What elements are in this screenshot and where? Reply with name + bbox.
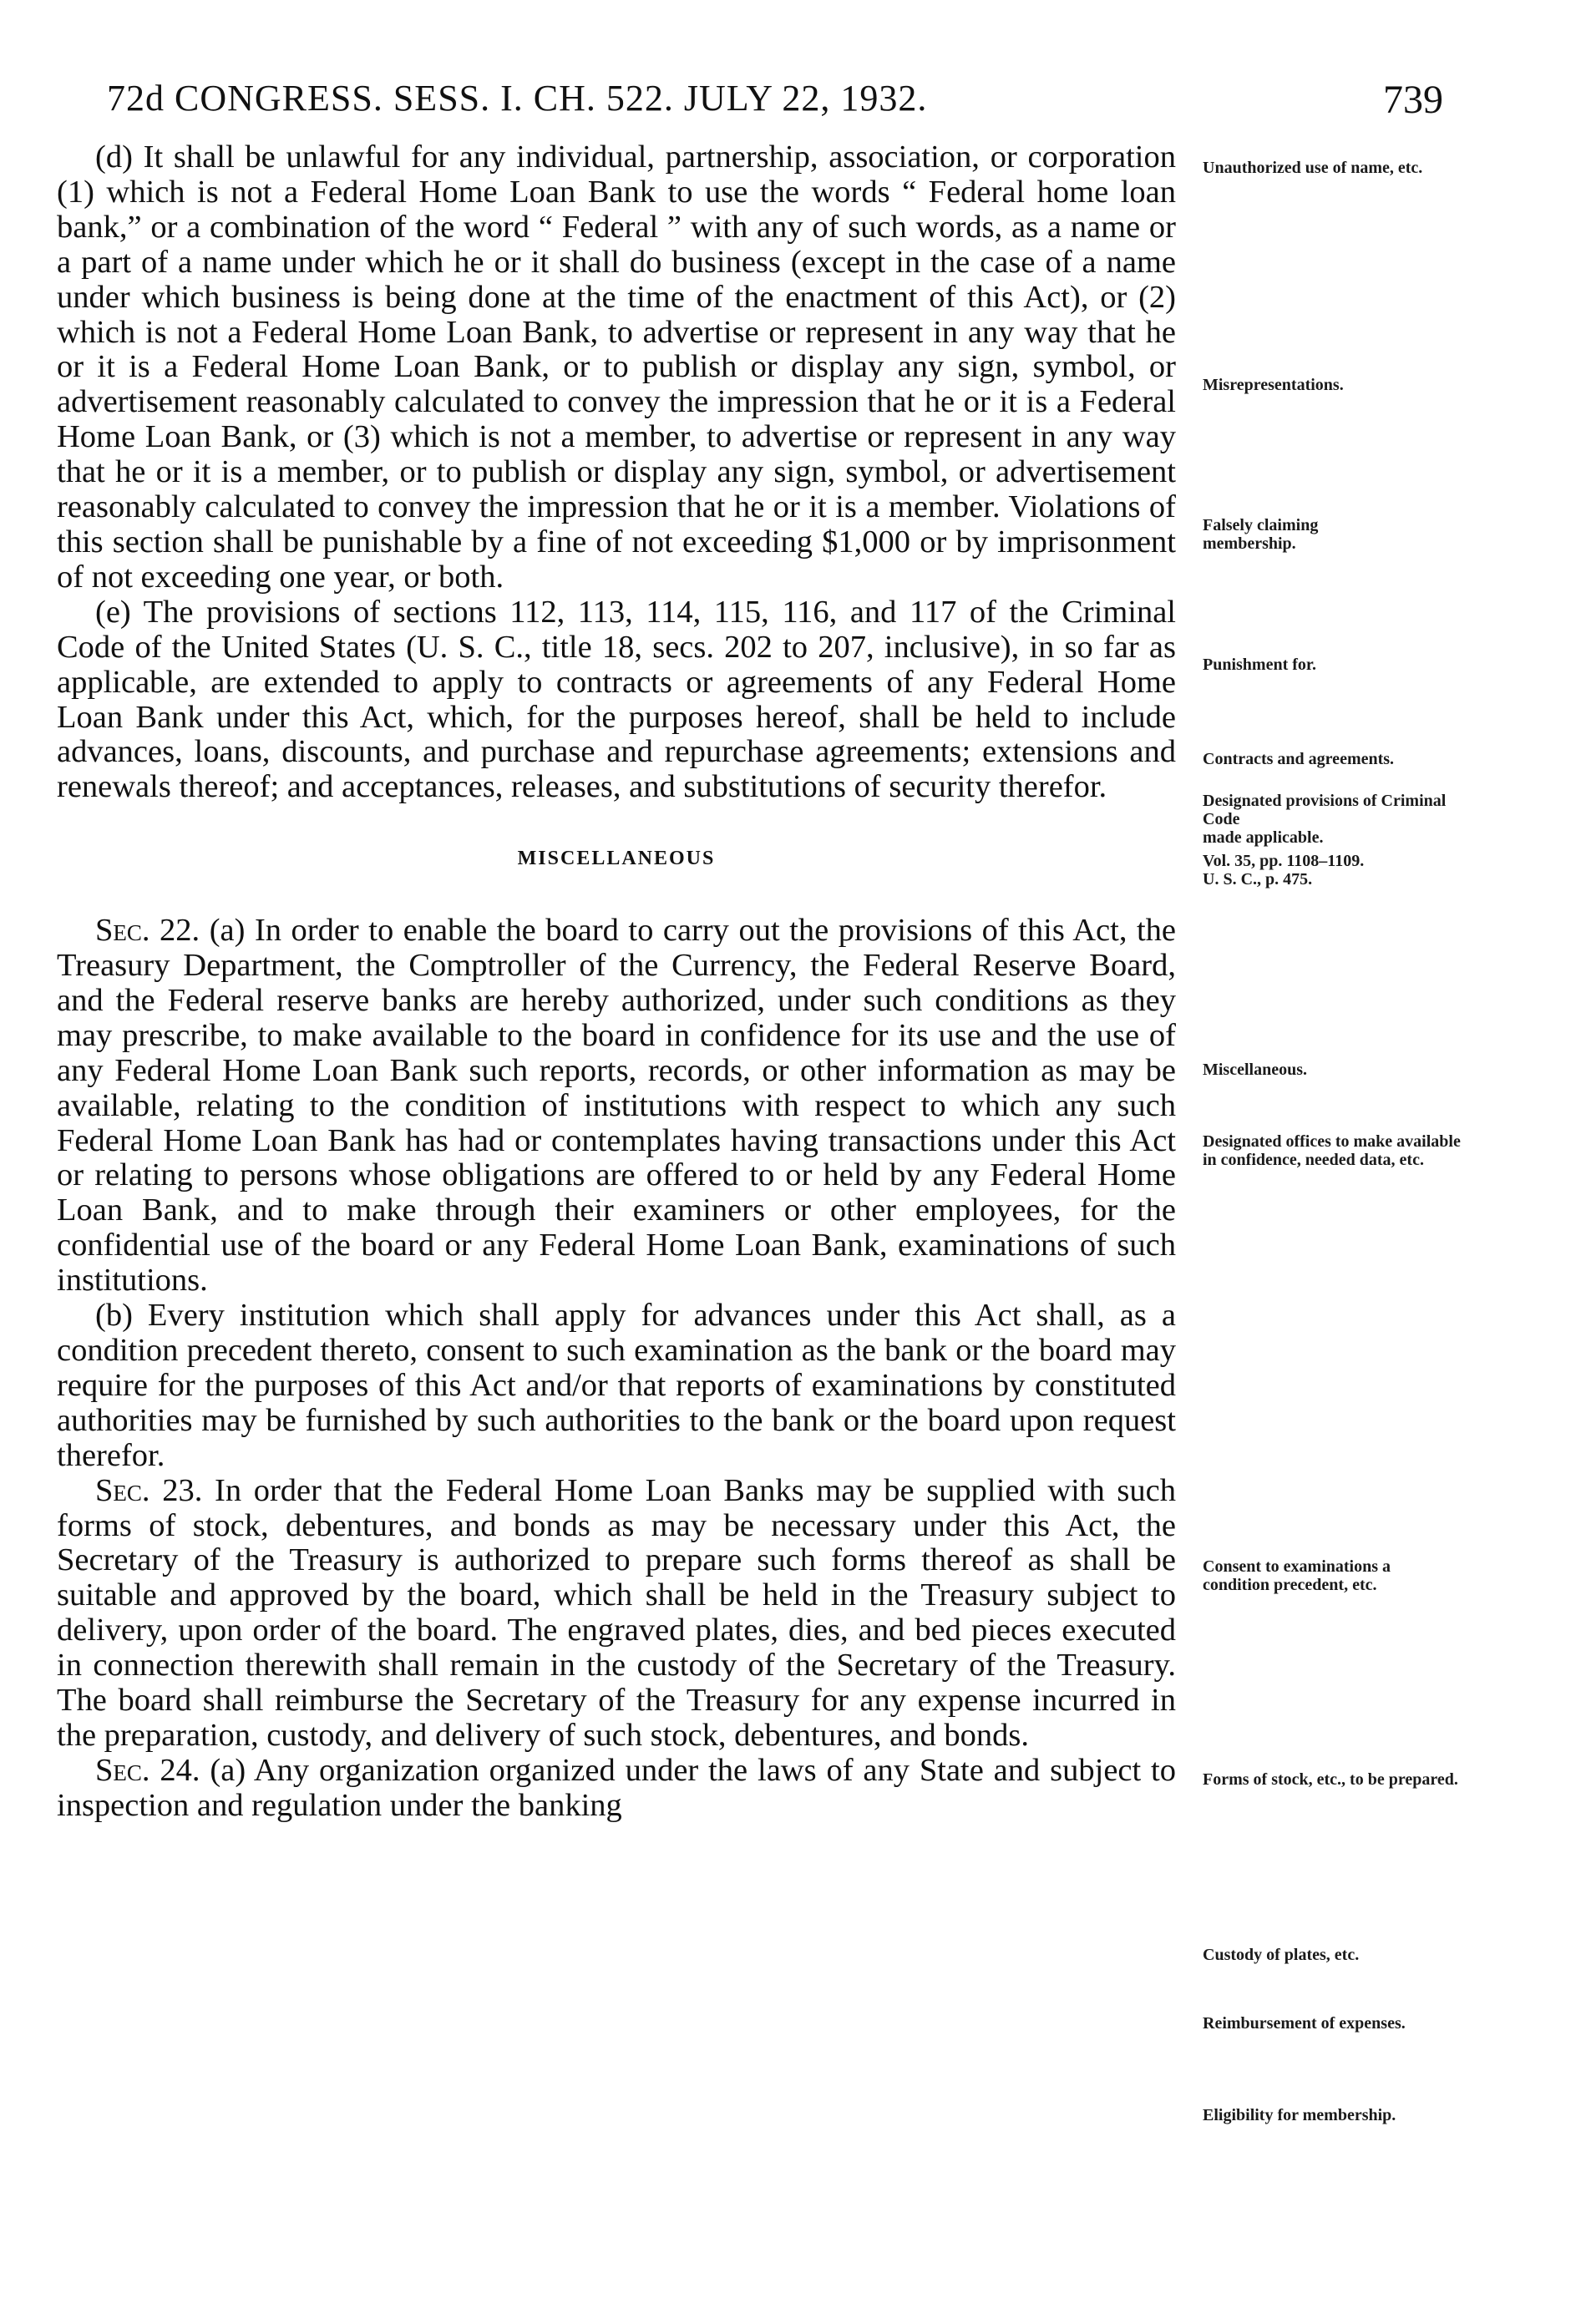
section-24-a-text: (a) Any organization organized under the laws of any State and subject to inspection and regulation under the banking [57, 1752, 1177, 1823]
margin-note-punishment: Punishment for. [1203, 656, 1316, 674]
margin-note-falsely-claiming [1203, 516, 1462, 553]
margin-note-misrepresentations: Misrepresentations. [1203, 376, 1344, 394]
margin-note-line: Designated provisions of Criminal Code [1203, 792, 1447, 828]
margin-note-unauthorized-use: Unauthorized use of name, etc. [1203, 159, 1423, 177]
paragraph-e: (e) The provisions of sections 112, 113, 114, 115, 116, and 117 of the Criminal Code of the United States (U. S. C., title 18, secs. 202 to 207, inclusive), in so far as applicable, are extended to apply to contracts or agreements of any Federal Home Loan Bank under this Act, which, for the purposes hereof, shall be held to include advances, loans, discounts, and purchase and repurchase agreements; extensions and renewals thereof; and acceptances, releases, and substitutions of security therefor. [57, 594, 1176, 805]
section-label: Sec. 23. [95, 1472, 203, 1508]
margin-note-designated-provisions [1203, 792, 1462, 847]
margin-note-designated-offices: Designated offices to make available in confidence, needed data, etc. [1203, 1132, 1461, 1169]
section-23 [57, 1474, 1176, 1754]
section-22-b: (b) Every institution which shall apply for advances under this Act shall, as a condition precedent thereto, consent to such examination as the bank or the board may require for the purposes of this Act and/or that reports of examinations by constituted authorities may be furnished by such authorities to the bank or the board upon request therefor. [57, 1298, 1176, 1473]
margin-note-line: Falsely claiming [1203, 516, 1319, 534]
section-label: Sec. 22. [95, 913, 200, 949]
section-24-a [57, 1754, 1176, 1824]
margin-note-eligibility: Eligibility for membership. [1203, 2106, 1396, 2124]
margin-note-line: Vol. 35, pp. 1108–1109. [1203, 852, 1365, 870]
running-header [107, 77, 1443, 127]
section-label: Sec. 24. [95, 1752, 200, 1788]
paragraph-d: (d) It shall be unlawful for any individual, partnership, association, or corporation (1) which is not a Federal Home Loan Bank to use the words “ Federal home loan bank,” or a combination of the word “ Federal ” with any of such words, as a name or a part of a name under which he or it shall do business (except in the case of a name under which business is being done at the time of the enactment of this Act), or (2) which is not a Federal Home Loan Bank, to advertise or represent in any way that he or it is a Federal Home Loan Bank, or to publish or display any sign, symbol, or advertisement reasonably calculated to convey the impression that he or it is a Federal Home Loan Bank, or (3) which is not a member, to advertise or represent in any way that he or it is a member, or to publish or display any sign, symbol, or advertisement reasonably calculated to convey the impression that he or it is a member. Violations of this section shall be punishable by a fine of not exceeding $1,000 or by imprisonment of not exceeding one year, or both. [57, 139, 1176, 595]
margin-note-forms-stock: Forms of stock, etc., to be prepared. [1203, 1770, 1458, 1789]
main-text [57, 140, 1176, 1824]
section-heading: MISCELLANEOUS [517, 848, 716, 870]
margin-note-custody: Custody of plates, etc. [1203, 1946, 1360, 1964]
section-22-a [57, 914, 1176, 1299]
margin-note-contracts: Contracts and agreements. [1203, 750, 1395, 768]
section-22-a-text: (a) In order to enable the board to carry out the provisions of this Act, the Treasury Department, the Comptroller of the Currency, the Federal Reserve Board, and the Federal reserve banks are hereby authorized, under such conditions as they may prescribe, to make available to the board in confidence for its use and the use of any Federal Home Loan Bank such reports, records, or other information as may be available, relating to the condition of institutions with respect to which any such Federal Home Loan Bank has had or contemplates having transactions under this Act or relating to persons whose obligations are offered to or held by any Federal Home Loan Bank, and to make through their examiners or other employees, for the confidential use of the board or any Federal Home Loan Bank, examinations of such institutions. [57, 913, 1176, 1299]
margin-note-line: U. S. C., p. 475. [1203, 870, 1313, 889]
margin-note-line: made applicable. [1203, 828, 1324, 847]
margin-note-reimbursement: Reimbursement of expenses. [1203, 2014, 1406, 2033]
page-number: 739 [1383, 78, 1443, 122]
section-23-text: In order that the Federal Home Loan Banks may be supplied with such forms of stock, debentures, and bonds as may be necessary under this Act, the Secretary of the Treasury is authorized to prepare such forms thereof as shall be suitable and approved by the board, which shall be held in the Treasury subject to delivery, upon order of the board. The engraved plates, dies, and bed pieces executed in connection therewith shall remain in the custody of the Secretary of the Treasury. The board shall reimburse the Secretary of the Treasury for any expense incurred in the preparation, custody, and delivery of such stock, debentures, and bonds. [57, 1472, 1176, 1753]
margin-note-consent: Consent to examinations a condition precedent, etc. [1203, 1557, 1391, 1594]
margin-note-vol-ref [1203, 852, 1462, 889]
margin-note-miscellaneous: Miscellaneous. [1203, 1061, 1307, 1079]
running-head: 72d CONGRESS. SESS. I. CH. 522. JULY 22, 1932. [107, 78, 928, 119]
margin-note-line: membership. [1203, 534, 1296, 553]
